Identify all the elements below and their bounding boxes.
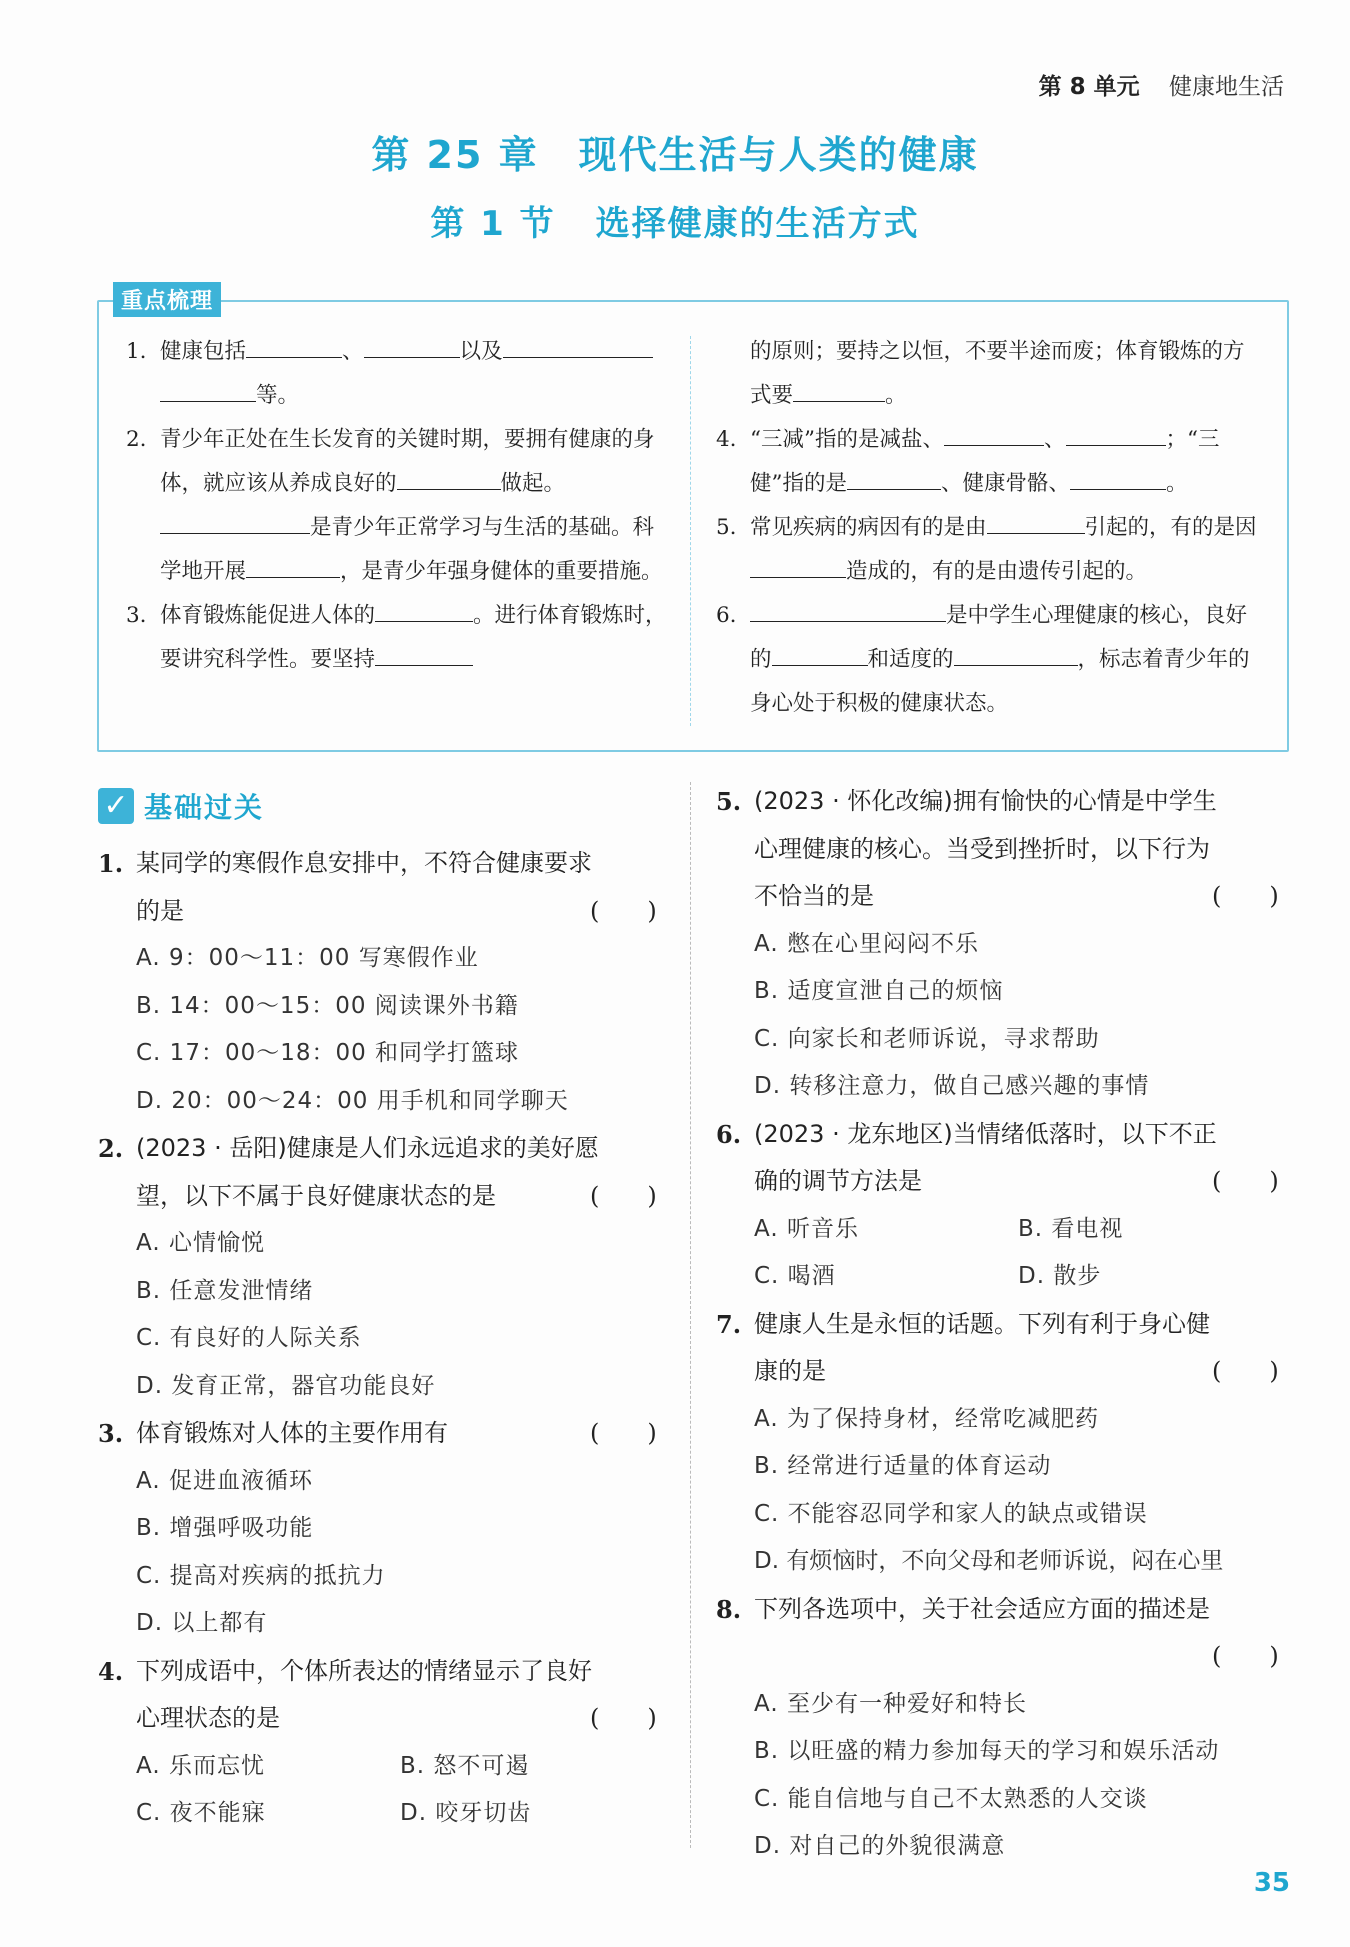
option-c: C. 不能容忍同学和家人的缺点或错误: [754, 1500, 1148, 1527]
page-number: 35: [1253, 1868, 1290, 1898]
fill-blank[interactable]: [944, 425, 1044, 446]
option-b: B. 看电视: [1018, 1215, 1124, 1242]
option-b: B. 以旺盛的精力参加每天的学习和娱乐活动: [754, 1738, 1220, 1764]
fill-blank[interactable]: [772, 645, 868, 666]
fill-blank[interactable]: [364, 337, 460, 358]
fill-blank[interactable]: [375, 601, 473, 622]
fill-blank[interactable]: [246, 337, 342, 358]
chapter-title: [0, 124, 1350, 179]
option-c: C. 向家长和老师诉说，寻求帮助: [754, 1025, 1100, 1052]
chapter-number: 第 25 章: [371, 133, 539, 177]
option-b: B. 经常进行适量的体育运动: [754, 1453, 1052, 1479]
column-divider: [690, 782, 691, 1848]
question-3: 3. 体育锻炼对人体的主要作用有 ( ): [98, 1410, 668, 1458]
review-tag: 重点梳理: [113, 282, 221, 317]
section-number: 第 1 节: [430, 204, 556, 244]
answer-bracket[interactable]: ( ): [1212, 882, 1279, 910]
option-a: A. 至少有一种爱好和特长: [754, 1690, 1027, 1717]
review-item-5: 5. 常见疾病的病因有的是由 引起的，有的是因造成的，有的是由遗传引起的。: [716, 515, 1257, 584]
fill-blank[interactable]: [847, 469, 941, 490]
option-c: C. 有良好的人际关系: [136, 1325, 362, 1351]
basics-heading: [98, 786, 264, 826]
question-4: 4. 下列成语中，个体所表达的情绪显示了良好 心理状态的是 ( ): [98, 1648, 668, 1743]
review-item-2: 2. 青少年正处在生长发育的关键时期，要拥有健康的身体，就应该从养成良好的 做起。 是青少年正常学习与生活的基础。科学地开展 ，是青少年强身健体的重要措施。: [126, 427, 663, 584]
question-2: 2. (2023 · 岳阳)健康是人们永远追求的美好愿 望，以下不属于良好健康状态的是 ( ): [98, 1125, 668, 1220]
answer-bracket[interactable]: ( ): [590, 1419, 657, 1447]
fill-blank[interactable]: [793, 381, 885, 402]
option-a: A. 促进血液循环: [136, 1467, 313, 1494]
questions-column-left: [98, 840, 668, 1838]
answer-bracket[interactable]: ( ): [590, 1181, 657, 1210]
review-divider: [690, 336, 691, 726]
answer-bracket[interactable]: ( ): [1212, 1642, 1279, 1670]
fill-blank[interactable]: [750, 601, 946, 622]
option-d: D. 咬牙切齿: [400, 1800, 532, 1826]
option-d: D. 以上都有: [136, 1610, 268, 1636]
option-b: B. 增强呼吸功能: [136, 1515, 314, 1541]
fill-blank[interactable]: [160, 381, 256, 402]
option-d: D. 有烦恼时，不向父母和老师诉说，闷在心里: [754, 1548, 1224, 1574]
option-b: B. 适度宣泄自己的烦恼: [754, 978, 1004, 1004]
fill-blank[interactable]: [1066, 425, 1166, 446]
review-item-1: 1. 健康包括 、 以及 等。: [126, 330, 668, 418]
question-7: 7. 健康人生是永恒的话题。下列有利于身心健 康的是 ( ): [716, 1301, 1290, 1396]
review-item-4: 4. “三减”指的是减盐、 、 ；“三健”指的是 、健康骨骼、 。: [716, 427, 1220, 496]
question-8: 8. 下列各选项中，关于社会适应方面的描述是 ( ): [716, 1586, 1290, 1681]
question-6: 6. (2023 · 龙东地区)当情绪低落时，以下不正 确的调节方法是 ( ): [716, 1111, 1290, 1206]
option-c: C. 提高对疾病的抵抗力: [136, 1562, 386, 1589]
fill-blank[interactable]: [246, 557, 340, 578]
question-source: (2023 · 岳阳): [136, 1134, 287, 1162]
answer-bracket[interactable]: ( ): [1212, 1357, 1279, 1385]
option-a: A. 乐而忘忧: [136, 1752, 265, 1779]
option-a: A. 听音乐: [754, 1215, 859, 1242]
option-b: B. 怒不可遏: [400, 1752, 530, 1779]
option-a: A. 心情愉悦: [136, 1230, 265, 1256]
review-column-left: [126, 330, 668, 682]
unit-title: 健康地生活: [1169, 74, 1284, 100]
questions-column-right: [716, 778, 1290, 1871]
checkbox-icon: ✓: [98, 788, 134, 824]
option-c: C. 喝酒: [754, 1263, 836, 1289]
question-5: 5. (2023 · 怀化改编)拥有愉快的心情是中学生 心理健康的核心。当受到挫折时，以下行为 不恰当的是 ( ): [716, 778, 1290, 921]
unit-number: 第 8 单元: [1038, 74, 1140, 100]
review-column-right: [716, 330, 1264, 726]
option-c: C. 17：00～18：00 和同学打篮球: [136, 1040, 520, 1066]
option-d: D. 发育正常，器官功能良好: [136, 1372, 436, 1399]
fill-blank[interactable]: [160, 513, 310, 534]
fill-blank[interactable]: [750, 557, 846, 578]
section-title: [0, 196, 1350, 245]
unit-header: [1039, 68, 1284, 101]
fill-blank[interactable]: [1070, 469, 1166, 490]
chapter-name: 现代生活与人类的健康: [578, 133, 979, 177]
option-a: A. 憋在心里闷闷不乐: [754, 930, 979, 957]
option-b: B. 14：00～15：00 阅读课外书籍: [136, 992, 519, 1019]
option-d: D. 转移注意力，做自己感兴趣的事情: [754, 1073, 1150, 1099]
review-item-3-part1: 3. 体育锻炼能促进人体的 。进行体育锻炼时，要讲究科学性。要坚持: [126, 603, 667, 672]
fill-blank[interactable]: [375, 645, 473, 666]
option-c: C. 能自信地与自己不太熟悉的人交谈: [754, 1785, 1148, 1812]
fill-blank[interactable]: [503, 337, 653, 358]
option-a: A. 9：00～11：00 写寒假作业: [136, 945, 479, 971]
fill-blank[interactable]: [397, 469, 501, 490]
review-item-3-part2: 的原则；要持之以恒，不要半途而废；体育锻炼的方式要 。: [750, 339, 1245, 408]
option-c: C. 夜不能寐: [136, 1800, 266, 1826]
fill-blank[interactable]: [954, 645, 1078, 666]
question-source: (2023 · 怀化改编): [754, 787, 953, 815]
option-d: D. 散步: [1018, 1263, 1102, 1289]
fill-blank[interactable]: [987, 513, 1085, 534]
question-1: 1. 某同学的寒假作息安排中，不符合健康要求 的是 ( ): [98, 840, 668, 935]
answer-bracket[interactable]: ( ): [590, 1704, 657, 1732]
answer-bracket[interactable]: ( ): [590, 896, 657, 925]
section-name: 选择健康的生活方式: [595, 204, 920, 244]
answer-bracket[interactable]: ( ): [1212, 1167, 1279, 1195]
option-d: D. 20：00～24：00 用手机和同学聊天: [136, 1087, 569, 1114]
option-b: B. 任意发泄情绪: [136, 1277, 314, 1304]
option-a: A. 为了保持身材，经常吃减肥药: [754, 1405, 1099, 1432]
option-d: D. 对自己的外貌很满意: [754, 1833, 1006, 1859]
question-source: (2023 · 龙东地区): [754, 1119, 953, 1148]
review-item-6: 6. 是中学生心理健康的核心，良好的 和适度的 ，标志着青少年的身心处于积极的健康状态。: [716, 603, 1250, 716]
basics-title: 基础过关: [144, 791, 265, 824]
